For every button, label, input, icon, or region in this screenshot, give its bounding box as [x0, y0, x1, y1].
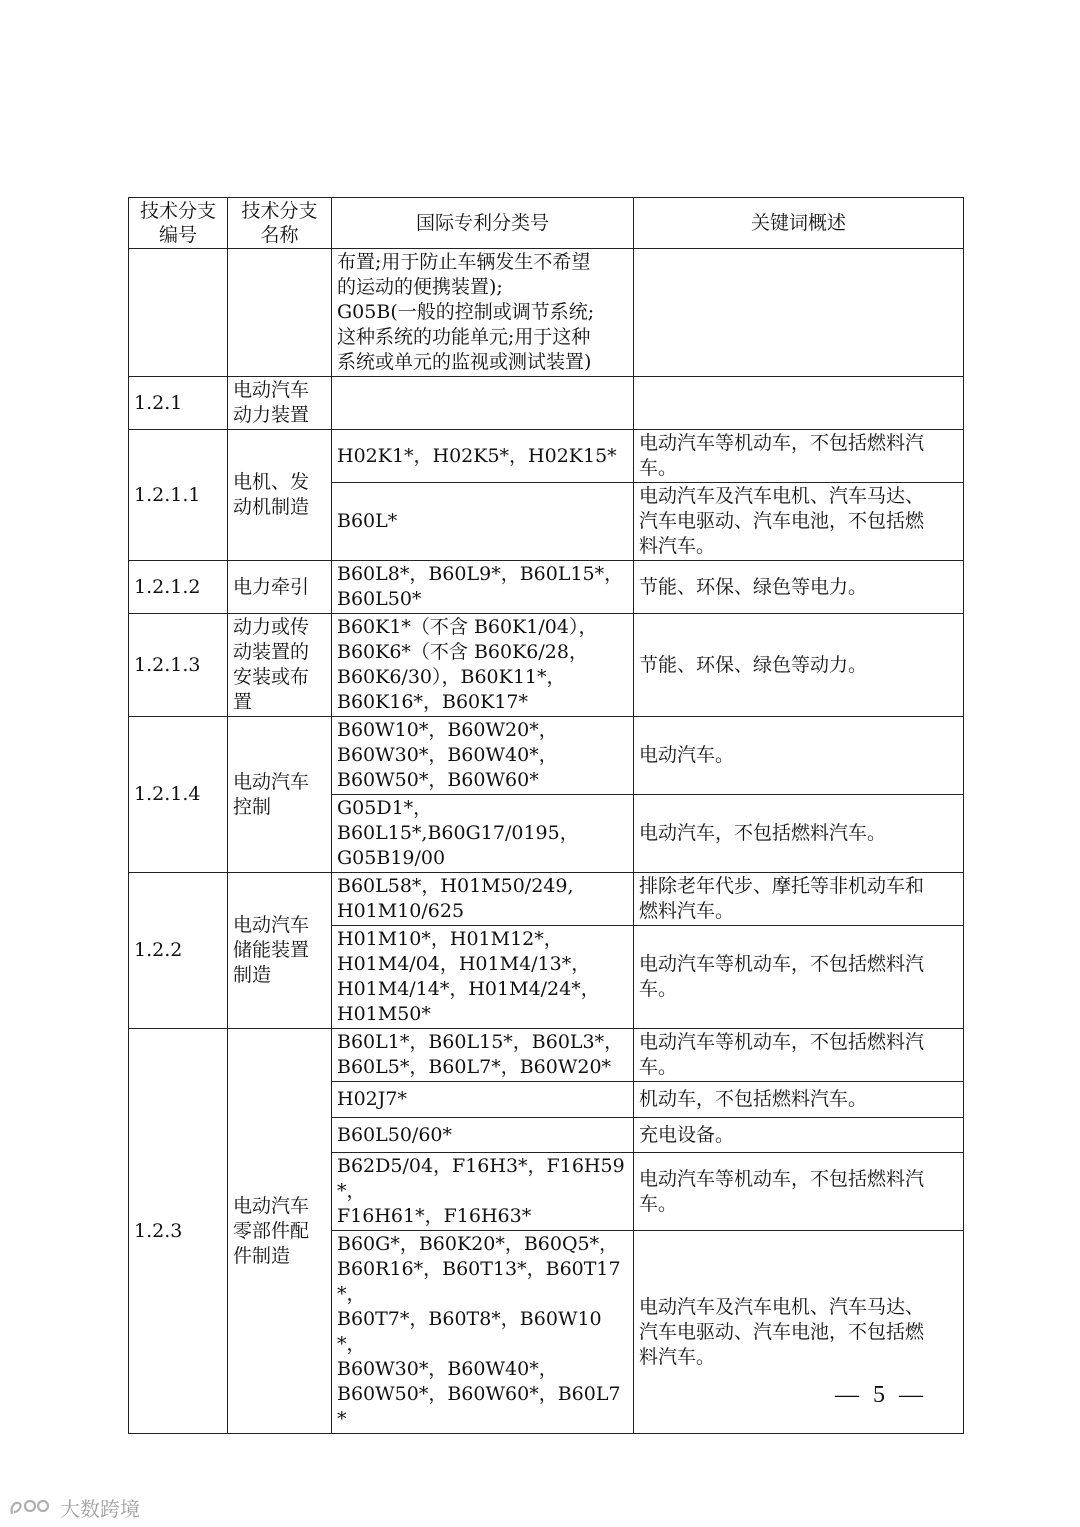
keywords-cell-line: 燃料汽车。	[639, 900, 735, 922]
branch-name-cell-line: 储能装置	[233, 939, 310, 961]
ipc-cell-line: B60L50/60*	[337, 1123, 453, 1146]
ipc-cell-line: H01M4/04，H01M4/13*，	[337, 953, 591, 975]
keywords-cell-line: 机动车，不包括燃料汽车。	[639, 1088, 868, 1110]
keywords-cell	[634, 1029, 964, 1082]
keywords-cell	[634, 1153, 964, 1231]
ipc-cell-line: B60K1*（不含 B60K1/04），	[337, 616, 598, 638]
ipc-cell	[332, 561, 634, 614]
branch-name-cell	[228, 249, 332, 377]
header-ipc: 国际专利分类号	[332, 198, 634, 249]
keywords-cell-line: 电动汽车等机动车，不包括燃料汽	[639, 1167, 925, 1190]
keywords-cell	[634, 926, 964, 1029]
branch-code-cell: 1.2.2	[129, 873, 228, 1029]
keywords-cell-line: 汽车电驱动、汽车电池，不包括燃	[639, 510, 925, 532]
keywords-cell-line: 电动汽车。	[639, 744, 735, 766]
ipc-cell-line: B60L*	[337, 510, 398, 532]
ipc-cell	[332, 1082, 634, 1118]
page-number: — 5 —	[835, 1382, 927, 1408]
ipc-cell-line: B60W30*，B60W40*，	[337, 1358, 558, 1380]
ipc-cell	[332, 926, 634, 1029]
ipc-cell-line: B60L50*	[337, 588, 422, 610]
keywords-cell-line: 电动汽车等机动车，不包括燃料汽	[639, 1031, 925, 1053]
header-keywords: 关键词概述	[634, 198, 964, 249]
keywords-cell-line: 节能、环保、绿色等电力。	[639, 575, 868, 598]
ipc-cell-line: 系统或单元的监视或测试装置)	[337, 351, 592, 373]
ipc-cell-line: H02J7*	[337, 1088, 407, 1110]
ipc-cell-line: B60W10*，B60W20*，	[337, 719, 558, 741]
ipc-cell	[332, 1231, 634, 1434]
ipc-cell-line: B60L8*，B60L9*，B60L15*，	[337, 563, 624, 585]
header-branch-code: 技术分支 编号	[129, 198, 228, 249]
table-row	[129, 561, 964, 614]
ipc-cell	[332, 1029, 634, 1082]
branch-name-cell-line: 电力牵引	[233, 575, 310, 598]
keywords-cell	[634, 430, 964, 483]
branch-name-cell-line: 动机制造	[233, 496, 310, 518]
ipc-cell-line: B62D5/04，F16H3*，F16H59*，	[337, 1155, 625, 1202]
branch-name-cell	[228, 561, 332, 614]
ipc-cell-line: B60K16*，B60K17*	[337, 691, 529, 713]
ipc-cell-line: B60W50*，B60W60*，B60L7*	[337, 1383, 621, 1430]
branch-name-cell	[228, 377, 332, 430]
ipc-cell-line: B60L5*，B60L7*，B60W20*	[337, 1056, 612, 1078]
branch-name-cell	[228, 430, 332, 561]
ipc-cell-line: B60L1*，B60L15*，B60L3*，	[337, 1031, 624, 1053]
table-row	[129, 614, 964, 717]
keywords-cell-line: 料汽车。	[639, 535, 716, 557]
ipc-cell-line: B60K6/30），B60K11*，	[337, 666, 566, 688]
ipc-cell	[332, 1118, 634, 1153]
keywords-cell	[634, 795, 964, 873]
branch-name-cell	[228, 717, 332, 873]
ipc-cell-line: B60G*，B60K20*，B60Q5*，	[337, 1233, 619, 1255]
keywords-cell-line: 车。	[639, 457, 678, 479]
keywords-cell	[634, 614, 964, 717]
ipc-cell-line: B60R16*，B60T13*，B60T17*，	[337, 1258, 621, 1305]
keywords-cell-line: 电动汽车及汽车电机、汽车马达、	[639, 485, 925, 507]
keywords-cell	[634, 377, 964, 430]
ipc-cell-line: 布置;用于防止车辆发生不希望	[337, 251, 591, 273]
branch-name-cell-line: 电动汽车	[233, 770, 310, 793]
header-row	[129, 198, 964, 249]
ipc-cell	[332, 795, 634, 873]
table-row	[129, 249, 964, 377]
keywords-cell	[634, 873, 964, 926]
ipc-cell-line: F16H61*，F16H63*	[337, 1205, 532, 1227]
keywords-cell	[634, 561, 964, 614]
ipc-cell-line: G05D1*，	[337, 797, 433, 819]
keywords-cell-line: 汽车电驱动、汽车电池，不包括燃	[639, 1320, 925, 1343]
header-branch-name: 技术分支 名称	[228, 198, 332, 249]
keywords-cell-line: 节能、环保、绿色等动力。	[639, 653, 868, 676]
ipc-cell-line: H01M10/625	[337, 900, 465, 922]
ipc-cell-line: B60K6*（不含 B60K6/28，	[337, 641, 588, 663]
table-row	[129, 717, 964, 795]
ipc-cell	[332, 1153, 634, 1231]
keywords-cell	[634, 483, 964, 561]
ipc-cell-line: 这种系统的功能单元;用于这种	[337, 326, 591, 348]
table-row	[129, 1029, 964, 1082]
watermark-text: 大数跨境	[60, 1496, 140, 1521]
branch-name-cell-line: 电动汽车	[233, 1194, 310, 1217]
keywords-cell-line: 电动汽车，不包括燃料汽车。	[639, 822, 887, 844]
ipc-cell	[332, 377, 634, 430]
keywords-cell	[634, 1118, 964, 1153]
ipc-cell-line: B60T7*，B60T8*，B60W10*，	[337, 1308, 602, 1355]
branch-code-cell	[129, 249, 228, 377]
branch-name-cell	[228, 1029, 332, 1434]
keywords-cell	[634, 249, 964, 377]
branch-name-cell	[228, 873, 332, 1029]
ipc-cell	[332, 249, 634, 377]
ipc-cell-line: G05B(一般的控制或调节系统;	[337, 301, 595, 323]
keywords-cell-line: 车。	[639, 1192, 678, 1215]
branch-name-cell-line: 件制造	[233, 1244, 291, 1267]
watermark	[8, 1493, 140, 1521]
branch-code-cell: 1.2.1.3	[129, 614, 228, 717]
branch-code-cell: 1.2.1.1	[129, 430, 228, 561]
branch-name-cell-line: 动力或传	[233, 616, 310, 638]
branch-code-cell: 1.2.1.2	[129, 561, 228, 614]
branch-code-cell: 1.2.1.4	[129, 717, 228, 873]
ipc-cell-line: B60W30*，B60W40*，	[337, 744, 558, 766]
ipc-cell-line: B60L58*，H01M50/249,	[337, 875, 574, 897]
ipc-cell-line: B60W50*，B60W60*	[337, 769, 539, 791]
ipc-cell	[332, 614, 634, 717]
keywords-cell	[634, 1082, 964, 1118]
branch-name-cell-line: 置	[233, 691, 253, 713]
branch-name-cell-line: 动力装置	[233, 404, 310, 426]
ipc-cell-line: H02K1*，H02K5*，H02K15*	[337, 444, 617, 467]
table-row	[129, 430, 964, 483]
keywords-cell-line: 料汽车。	[639, 1345, 716, 1368]
keywords-cell-line: 车。	[639, 1056, 678, 1078]
ipc-cell-line: H01M50*	[337, 1003, 431, 1025]
ipc-cell	[332, 873, 634, 926]
keywords-cell-line: 充电设备。	[639, 1123, 735, 1146]
branch-code-cell: 1.2.3	[129, 1029, 228, 1434]
ipc-cell	[332, 430, 634, 483]
ipc-cell-line: G05B19/00	[337, 847, 446, 869]
ipc-cell-line: B60L15*,B60G17/0195，	[337, 822, 579, 844]
table-row	[129, 377, 964, 430]
branch-name-cell-line: 制造	[233, 964, 272, 986]
keywords-cell-line: 车。	[639, 978, 678, 1000]
ipc-cell	[332, 717, 634, 795]
branch-code-cell: 1.2.1	[129, 377, 228, 430]
ipc-cell	[332, 483, 634, 561]
branch-name-cell-line: 电动汽车	[233, 914, 310, 936]
branch-name-cell	[228, 614, 332, 717]
ipc-cell-line: 的运动的便携装置);	[337, 276, 503, 298]
keywords-cell-line: 电动汽车等机动车，不包括燃料汽	[639, 953, 925, 975]
ipc-cell-line: H01M4/14*，H01M4/24*，	[337, 978, 600, 1000]
table-row	[129, 873, 964, 926]
branch-name-cell-line: 电机、发	[233, 471, 310, 493]
branch-name-cell-line: 电动汽车	[233, 379, 310, 401]
keywords-cell	[634, 717, 964, 795]
keywords-cell-line: 电动汽车等机动车，不包括燃料汽	[639, 432, 925, 454]
branch-name-cell-line: 零部件配	[233, 1219, 310, 1242]
branch-name-cell-line: 动装置的	[233, 641, 310, 663]
branch-name-cell-line: 控制	[233, 795, 272, 818]
keywords-cell-line: 电动汽车及汽车电机、汽车马达、	[639, 1295, 925, 1318]
keywords-cell-line: 排除老年代步、摩托等非机动车和	[639, 875, 925, 897]
ipc-cell-line: H01M10*，H01M12*，	[337, 928, 563, 950]
logo-icon	[8, 1494, 56, 1520]
ipc-classification-table	[128, 197, 964, 1434]
branch-name-cell-line: 安装或布	[233, 666, 310, 688]
